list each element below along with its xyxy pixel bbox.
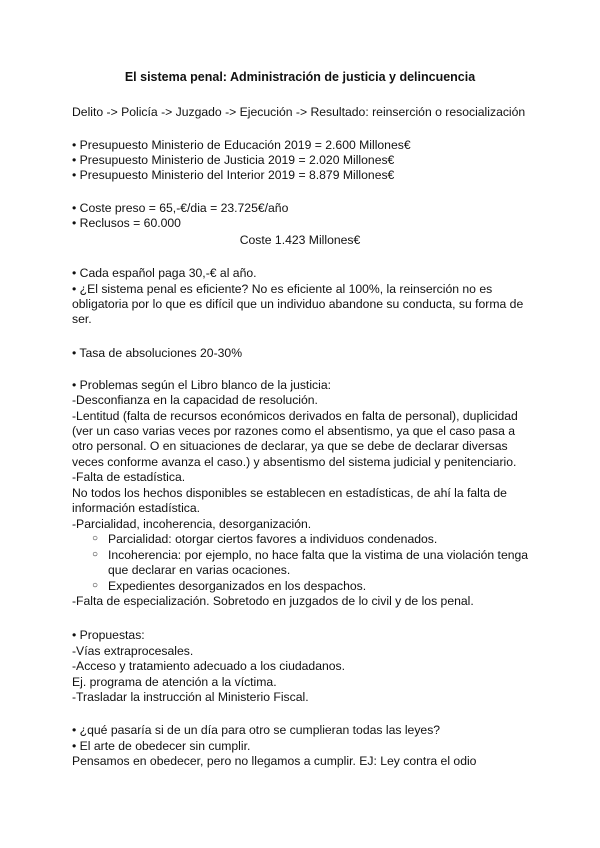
total-cost: Coste 1.423 Millones€ bbox=[239, 233, 361, 247]
problem-line: (ver un caso varias veces por razones como el absentismo, ya que el caso pasa a bbox=[72, 424, 516, 438]
efficiency-line-2: obligatoria por lo que es difícil que un individuo abandone su conducta, su forma de bbox=[72, 297, 524, 311]
problem-line: -Parcialidad, incoherencia, desorganización. bbox=[72, 517, 312, 531]
problem-line: -Lentitud (falta de recursos económicos derivados en falta de personal), duplicidad bbox=[72, 409, 518, 423]
problem-line: -Falta de especialización. Sobretodo en juzgados de lo civil y de los penal. bbox=[72, 594, 474, 608]
sub-item-incoherencia-cont: que declarar en varias ocaciones. bbox=[108, 563, 291, 577]
circle-bullet-icon: ○ bbox=[92, 533, 99, 544]
proposal-line: -Acceso y tratamiento adecuado a los ciudadanos. bbox=[72, 659, 346, 673]
proposal-line: -Trasladar la instrucción al Ministerio Fiscal. bbox=[72, 690, 309, 704]
efficiency-line-3: ser. bbox=[72, 312, 92, 326]
proposal-line: -Vías extraprocesales. bbox=[72, 644, 194, 658]
problem-line: No todos los hechos disponibles se establecen en estadísticas, de ahí la falta de bbox=[72, 486, 507, 500]
problem-line: información estadística. bbox=[72, 501, 201, 515]
closing-question: • ¿qué pasaría si de un día para otro se cumplieran todas las leyes? bbox=[72, 723, 441, 737]
problem-line: -Desconfianza en la capacidad de resolución. bbox=[72, 393, 318, 407]
payment-per-person: • Cada español paga 30,-€ al año. bbox=[72, 266, 257, 280]
cost-prisoner: • Coste preso = 65,-€/dia = 23.725€/año bbox=[72, 201, 289, 215]
closing-art: • El arte de obedecer sin cumplir. bbox=[72, 739, 251, 753]
page-title: El sistema penal: Administración de justicia y delincuencia bbox=[124, 70, 476, 84]
problem-line: otro personal. O en situaciones de declarar, ya que se debe de declarar diversas bbox=[72, 439, 508, 453]
problems-heading: • Problemas según el Libro blanco de la justicia: bbox=[72, 378, 331, 392]
prisoners-count: • Reclusos = 60.000 bbox=[72, 216, 181, 230]
proposal-line: Ej. programa de atención a la víctima. bbox=[72, 675, 277, 689]
closing-statement: Pensamos en obedecer, pero no llegamos a cumplir. EJ: Ley contra el odio bbox=[72, 754, 477, 768]
sub-item-incoherencia: Incoherencia: por ejemplo, no hace falta que la vistima de una violación tenga bbox=[108, 548, 529, 562]
process-flow: Delito -> Policía -> Juzgado -> Ejecución -> Resultado: reinserción o resocialización bbox=[72, 105, 526, 119]
circle-bullet-icon: ○ bbox=[92, 580, 99, 591]
budget-interior: • Presupuesto Ministerio del Interior 2019 = 8.879 Millones€ bbox=[72, 168, 395, 182]
sub-item-parcialidad: Parcialidad: otorgar ciertos favores a individuos condenados. bbox=[108, 532, 438, 546]
circle-bullet-icon: ○ bbox=[92, 549, 99, 560]
budget-education: • Presupuesto Ministerio de Educación 2019 = 2.600 Millones€ bbox=[72, 138, 411, 152]
budget-justice: • Presupuesto Ministerio de Justicia 2019 = 2.020 Millones€ bbox=[72, 153, 395, 167]
absolution-rate: • Tasa de absoluciones 20-30% bbox=[72, 346, 243, 360]
proposals-heading: • Propuestas: bbox=[72, 628, 145, 642]
problem-line: -Falta de estadística. bbox=[72, 470, 186, 484]
efficiency-line-1: • ¿El sistema penal es eficiente? No es eficiente al 100%, la reinserción no es bbox=[72, 282, 493, 296]
problem-line: veces conforme avanza el caso.) y absentismo del sistema judicial y penitenciario. bbox=[72, 455, 517, 469]
sub-item-expedientes: Expedientes desorganizados en los despachos. bbox=[108, 579, 367, 593]
